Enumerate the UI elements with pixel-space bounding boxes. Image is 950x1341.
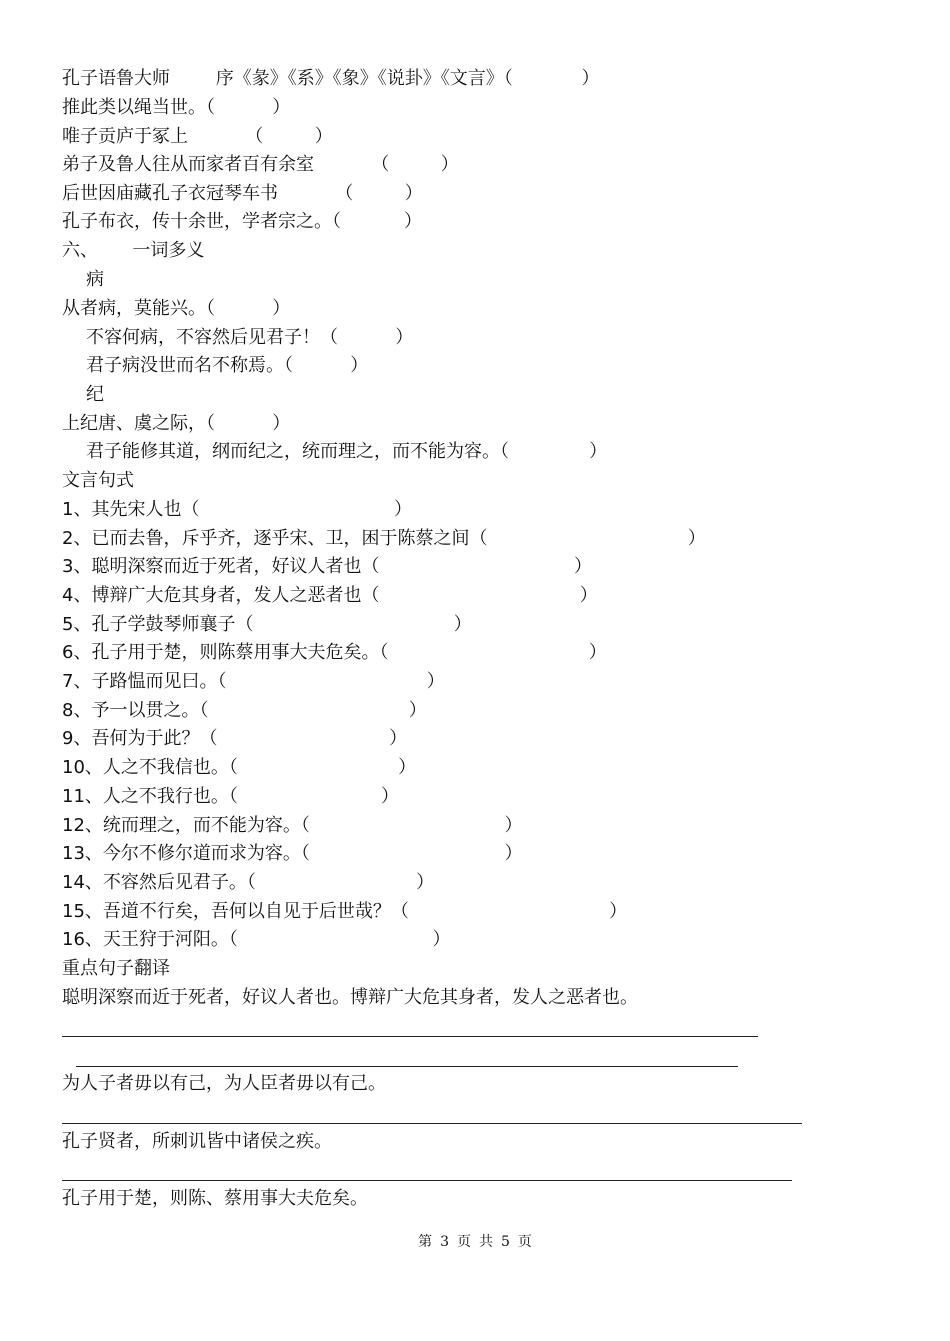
jushi-item-2: 2、已而去鲁，斥乎齐，逐乎宋、卫，困于陈蔡之间（ ）	[62, 528, 706, 549]
answer-line[interactable]	[62, 1036, 758, 1037]
fanyi-sentence-1: 聪明深察而近于死者，好议人者也。博辩广大危其身者，发人之恶者也。	[62, 987, 638, 1008]
cipin-line-2: 推此类以绳当世。（ ）	[62, 97, 291, 118]
bing-item-3: 君子病没世而名不称焉。（ ）	[86, 355, 369, 376]
jushi-item-7: 7、子路愠而见曰。（ ）	[62, 671, 445, 692]
fanyi-heading: 重点句子翻译	[62, 958, 170, 979]
cipin-line-1: 孔子语鲁大师 序《彖》《系》《象》《说卦》《文言》（ ）	[62, 68, 600, 89]
answer-line[interactable]	[62, 1123, 802, 1124]
answer-line[interactable]	[76, 1066, 738, 1067]
footer-gong: 共	[479, 1234, 493, 1250]
fanyi-sentence-4: 孔子用于楚，则陈、蔡用事大夫危矣。	[62, 1188, 368, 1209]
jushi-item-15: 15、吾道不行矣，吾何以自见于后世哉？（ ）	[62, 901, 628, 922]
jushi-item-1: 1、其先宋人也（ ）	[62, 499, 412, 520]
fanyi-sentence-2: 为人子者毋以有己，为人臣者毋以有己。	[62, 1073, 386, 1094]
jushi-heading: 文言句式	[62, 470, 134, 491]
jushi-item-12: 12、统而理之，而不能为容。（ ）	[62, 815, 523, 836]
word-bing: 病	[86, 269, 104, 290]
jushi-item-6: 6、孔子用于楚，则陈蔡用事大夫危矣。（ ）	[62, 642, 607, 663]
footer-ye: 页	[457, 1234, 471, 1250]
cipin-line-6: 孔子布衣，传十余世，学者宗之。（ ）	[62, 211, 422, 232]
jushi-item-13: 13、今尔不修尔道而求为容。（ ）	[62, 843, 523, 864]
jushi-item-8: 8、予一以贯之。（ ）	[62, 700, 427, 721]
jushi-item-14: 14、不容然后见君子。（ ）	[62, 872, 435, 893]
fanyi-sentence-3: 孔子贤者，所刺讥皆中诸侯之疾。	[62, 1131, 332, 1152]
footer-total-pages: 5	[501, 1234, 510, 1250]
footer-ye: 页	[517, 1234, 532, 1250]
cipin-line-5: 后世因庙藏孔子衣冠琴车书 （ ）	[62, 183, 423, 204]
jushi-item-4: 4、博辩广大危其身者，发人之恶者也（ ）	[62, 585, 598, 606]
jushi-item-5: 5、孔子学鼓琴师襄子（ ）	[62, 614, 472, 635]
bing-item-2: 不容何病，不容然后见君子！（ ）	[86, 327, 414, 348]
jushi-item-10: 10、人之不我信也。（ ）	[62, 757, 417, 778]
cipin-line-4: 弟子及鲁人往从而家者百有余室 （ ）	[62, 154, 459, 175]
jushi-item-11: 11、人之不我行也。（ ）	[62, 786, 399, 807]
section6-heading: 六、 一词多义	[62, 240, 205, 261]
jushi-item-3: 3、聪明深察而近于死者，好议人者也（ ）	[62, 556, 592, 577]
ji-item-1: 上纪唐、虞之际，（ ）	[62, 413, 291, 434]
jushi-item-9: 9、吾何为于此？（ ）	[62, 728, 408, 749]
footer-page-number: 3	[440, 1234, 449, 1250]
bing-item-1: 从者病，莫能兴。（ ）	[62, 298, 291, 319]
word-ji: 纪	[86, 384, 104, 405]
cipin-line-3: 唯子贡庐于冢上 （ ）	[62, 126, 333, 147]
footer-di: 第	[418, 1234, 433, 1250]
ji-item-2: 君子能修其道，纲而纪之，统而理之，而不能为容。（ ）	[86, 441, 608, 462]
page-footer	[0, 1231, 950, 1251]
jushi-item-16: 16、天王狩于河阳。（ ）	[62, 929, 451, 950]
answer-line[interactable]	[62, 1180, 792, 1181]
